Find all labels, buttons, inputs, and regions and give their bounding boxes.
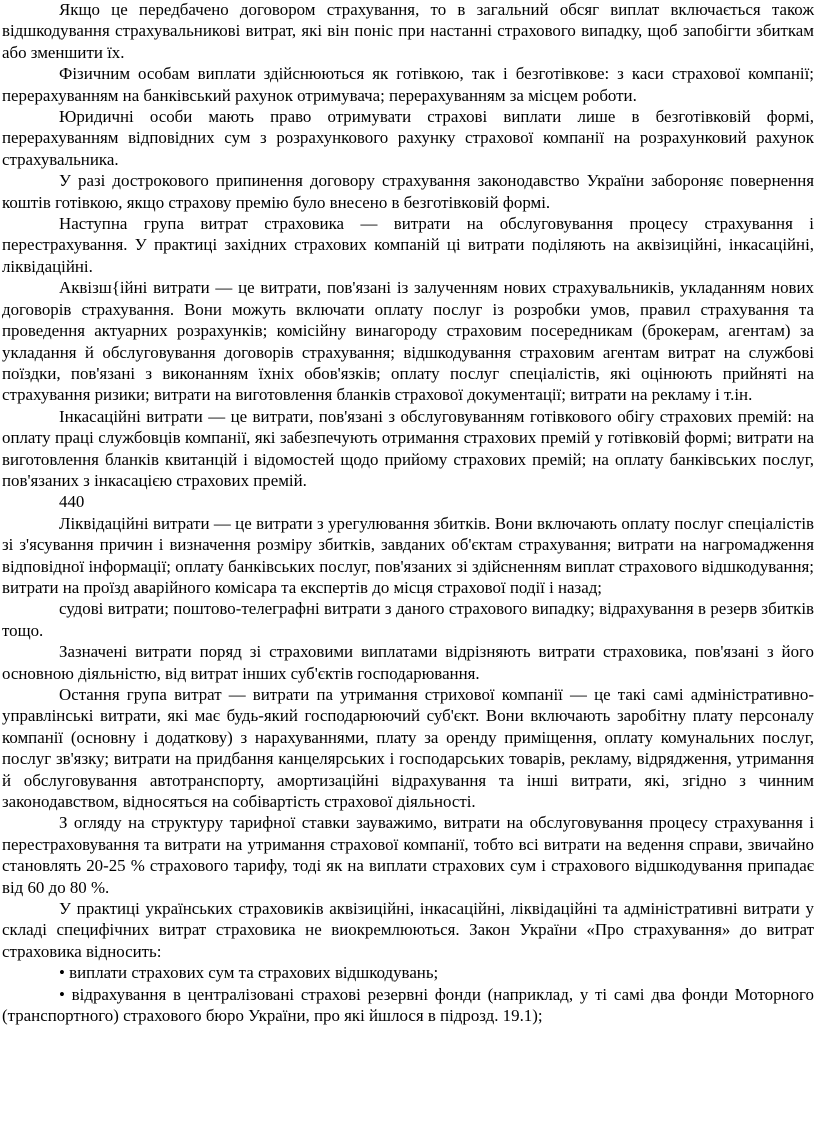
paragraph-tariff-structure: З огляду на структуру тарифної ставки зауважимо, витрати на обслуговування процесу страхування і перестраховування та витрати на утримання страхової компанії, тобто всі витрати на ведення справи, звичайно становлять 20-25 % страхового тарифу, тоді як на виплати страхових сум і страхового відшкодування припадає від 60 до 80 %. bbox=[2, 813, 814, 897]
page-number: 440 bbox=[59, 492, 85, 512]
paragraph-reimbursement: Якщо це передбачено договором страхування, то в загальний обсяг виплат включається також відшкодування страхувальникові витрат, які він поніс при настанні страхового випадку, щоб запобігти збиткам або зменшити їх. bbox=[2, 0, 814, 62]
bullet-item-reserve-funds: • відрахування в централізовані страхові резервні фонди (наприклад, у ті самі два фонди Моторного (транспортного) страхового бюро України, про які йшлося в підрозд. 19.1); bbox=[2, 984, 814, 1026]
paragraph-legal-entities-payments: Юридичні особи мають право отримувати страхові виплати лише в безготівковій формі, перерахуванням відповідних сум з розрахункового рахунку страхової компанії на розрахунковий рахунок страхувальника. bbox=[2, 107, 814, 169]
paragraph-maintenance-costs: Остання група витрат — витрати па утримання стрихової компанії — це такі самі адміністративно-управлінські витрати, які має будь-який господарюючий суб'єкт. Вони включають заробітну плату персоналу компанії (основну і додаткову) з нарахуваннями, плату за оренду приміщення, оплату комунальних послуг, послуг зв'язку; витрати на придбання канцелярських і господарських товарів, рекламу, відрядження, утримання й обслуговування автотранспорту, амортизаційні відрахування та інші витрати, які, згідно з чинним законодавством, відносяться на собівартість страхової діяльності. bbox=[2, 685, 814, 812]
bullet-item-payments: • виплати страхових сум та страхових відшкодувань; bbox=[59, 963, 439, 983]
paragraph-service-costs-group: Наступна група витрат страховика — витрати на обслуговування процесу страхування і перестрахування. У практиці західних страхових компаній ці витрати поділяють на аквізиційні, інкасаційні, ліквідаційні. bbox=[2, 214, 814, 276]
paragraph-collection-costs: Інкасаційні витрати — це витрати, пов'язані з обслуговуванням готівкового обігу страхових премій: на оплату праці службовців компанії, які забезпечують отримання страхових премій у готівковій формі; витрати на виготовлення бланків квитанцій і відомостей щодо прийому страхових премій; на оплату банківських послуг, пов'язаних з інкасацією страхових премій. bbox=[2, 406, 814, 490]
paragraph-court-costs: судові витрати; поштово-телеграфні витрати з даного страхового випадку; відрахування в резерв збитків тощо. bbox=[2, 599, 814, 640]
paragraph-distinguishing-costs: Зазначені витрати поряд зі страховими виплатами відрізняють витрати страховика, пов'язані з його основною діяльністю, від витрат інших суб'єктів господарювання. bbox=[2, 642, 814, 683]
paragraph-acquisition-costs: Аквізш{ійні витрати — це витрати, пов'язані із залученням нових страхувальників, укладанням нових договорів страхування. Вони можуть включати оплату послуг із розробки умов, правил страхування та проведення актуарних розрахунків; комісійну винагороду страховим посередникам (брокерам, агентам) за укладання й обслуговування договорів страхування; відшкодування страховим агентам витрат на службові поїздки, пов'язані з виконанням їхніх обов'язків; оплату послуг спеціалістів, які оцінюють прийняті на страхування ризики; витрати на виготовлення бланків страхової документації; витрати на рекламу і т.ін. bbox=[2, 278, 814, 405]
paragraph-liquidation-costs: Ліквідаційні витрати — це витрати з урегулювання збитків. Вони включають оплату послуг спеціалістів зі з'ясування причин і визначення розміру збитків, завданих об'єктам страхування; витрати на нагромадження відповідної інформації; оплату банківських послуг, пов'язаних зі здійсненням виплат страхового відшкодування; витрати на проїзд аварійного комісара та експертів до місця страхової події і назад; bbox=[2, 513, 814, 597]
paragraph-individuals-payments: Фізичним особам виплати здійснюються як готівкою, так і безготівкове: з каси страхової компанії; перерахуванням на банківський рахунок отримувача; перерахуванням за місцем роботи. bbox=[2, 64, 814, 105]
paragraph-early-termination: У разі дострокового припинення договору страхування законодавство України забороняє повернення коштів готівкою, якщо страхову премію було внесено в безготівковій формі. bbox=[2, 171, 814, 212]
paragraph-ukrainian-practice: У практиці українських страховиків аквізиційні, інкасаційні, ліквідаційні та адміністративні витрати у складі специфічних витрат страховика не виокремлюються. Закон України «Про страхування» до витрат страховика відносить: bbox=[2, 899, 814, 961]
